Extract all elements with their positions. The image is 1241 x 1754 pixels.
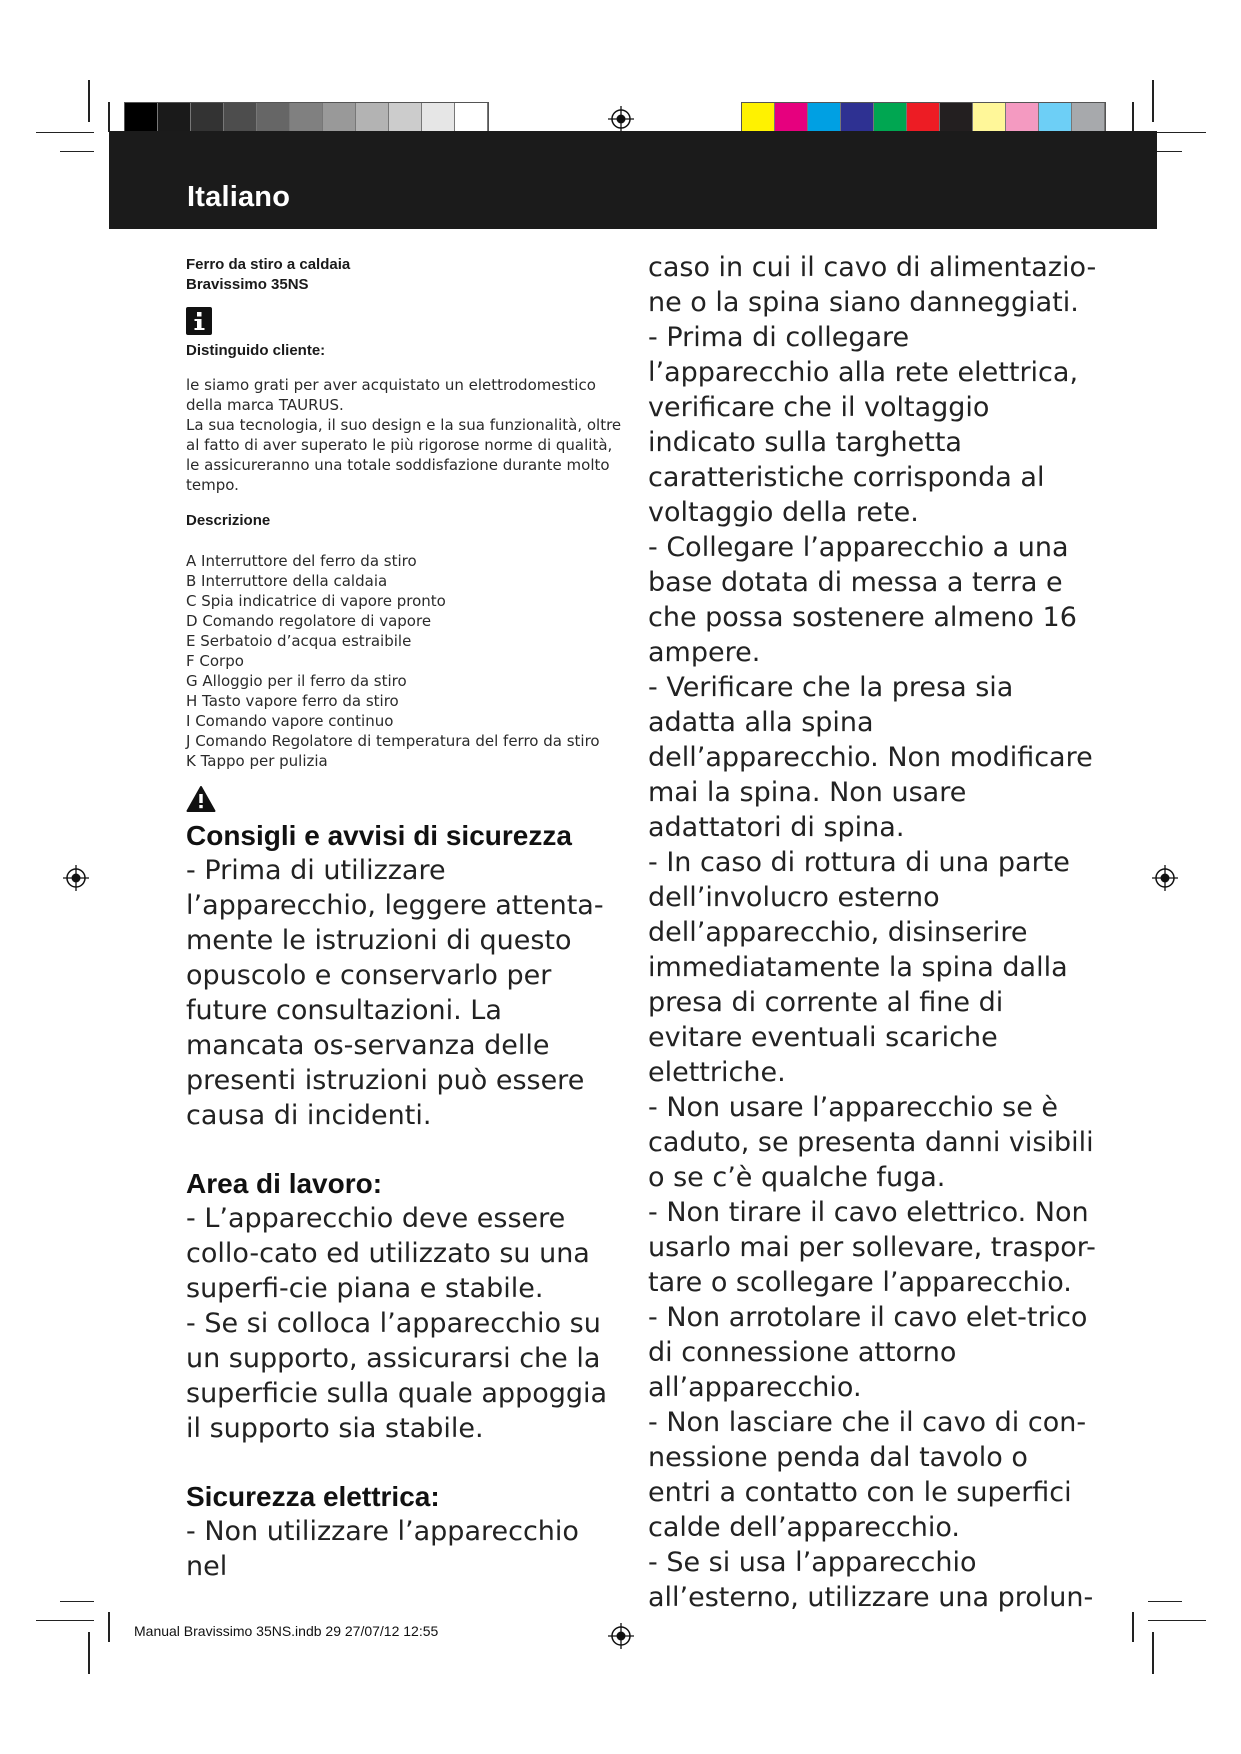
- crop-mark: [108, 1612, 110, 1642]
- crop-mark: [36, 132, 94, 133]
- work-area-item: - L’apparecchio deve essere collo-cato ed utilizzato su una superfi-cie piana e stabile.: [186, 1203, 590, 1304]
- list-item: K Tappo per pulizia: [186, 752, 328, 770]
- description-list: [186, 551, 626, 771]
- list-item: I Comando vapore continuo: [186, 712, 394, 730]
- safety-item: - Verificare che la presa sia adatta alla spina dell’apparecchio. Non modificare mai la spina. Non usare adattatori di spina.: [648, 672, 1093, 843]
- registration-mark-icon: [1152, 865, 1178, 891]
- language-title: Italiano: [187, 181, 291, 213]
- list-item: D Comando regolatore di vapore: [186, 612, 432, 630]
- left-column: [186, 255, 626, 1584]
- crop-mark: [88, 1632, 90, 1674]
- list-item: A Interruttore del ferro da stiro: [186, 552, 417, 570]
- right-column: [648, 250, 1098, 1615]
- electrical-item: - Non utilizzare l’apparecchio nel: [186, 1516, 579, 1582]
- crop-mark: [108, 102, 110, 132]
- crop-mark: [1148, 1620, 1206, 1621]
- list-item: G Alloggio per il ferro da stiro: [186, 672, 407, 690]
- work-area-title: Area di lavoro:: [186, 1168, 383, 1199]
- safety-item: - Non lasciare che il cavo di con-nessione penda dal tavolo o entri a contatto con le superfici calde dell’apparecchio.: [648, 1407, 1087, 1543]
- safety-title: Consigli e avvisi di sicurezza: [186, 820, 572, 851]
- list-item: B Interruttore della caldaia: [186, 572, 388, 590]
- safety-item: - Non usare l’apparecchio se è caduto, se presenta danni visibili o se c’è qualche fuga.: [648, 1092, 1094, 1193]
- registration-mark-icon: [608, 106, 634, 132]
- crop-mark: [1132, 102, 1134, 132]
- list-item: C Spia indicatrice di vapore pronto: [186, 592, 446, 610]
- crop-mark: [1148, 1601, 1182, 1602]
- crop-mark: [60, 1601, 94, 1602]
- safety-item: - In caso di rottura di una parte dell’involucro esterno dell’apparecchio, disinserire immediatamente la spina dalla presa di corrente al fine di evitare eventuali scariche elettriche.: [648, 847, 1070, 1088]
- crop-mark: [60, 151, 94, 152]
- greeting-paragraph: le siamo grati per aver acquistato un elettrodomestico della marca TAURUS.: [186, 376, 596, 414]
- crop-mark: [1152, 1632, 1154, 1674]
- crop-mark: [36, 1620, 94, 1621]
- safety-item: - Se si usa l’apparecchio all’esterno, utilizzare una prolun-: [648, 1547, 1094, 1613]
- safety-item: - Collegare l’apparecchio a una base dotata di messa a terra e che possa sostenere almeno 16 ampere.: [648, 532, 1077, 668]
- registration-mark-icon: [63, 865, 89, 891]
- safety-item: - Prima di collegare l’apparecchio alla rete elettrica, verificare che il voltaggio indicato sulla targhetta caratteristiche corrisponda al voltaggio della rete.: [648, 322, 1079, 528]
- safety-item: - Non tirare il cavo elettrico. Non usarlo mai per sollevare, traspor-tare o scollegare l’apparecchio.: [648, 1197, 1096, 1298]
- warning-icon: [186, 785, 216, 813]
- crop-mark: [1152, 80, 1154, 122]
- safety-item: caso in cui il cavo di alimentazio-ne o la spina siano danneggiati.: [648, 252, 1097, 318]
- list-item: F Corpo: [186, 652, 244, 670]
- electrical-title: Sicurezza elettrica:: [186, 1481, 440, 1512]
- safety-item: - Non arrotolare il cavo elet-trico di connessione attorno all’apparecchio.: [648, 1302, 1088, 1403]
- info-icon: [186, 307, 212, 335]
- description-title: Descrizione: [186, 512, 271, 529]
- work-area-item: - Se si colloca l’apparecchio su un supporto, assicurarsi che la superficie sulla quale appoggia il supporto sia stabile.: [186, 1308, 608, 1444]
- greeting-paragraph: La sua tecnologia, il suo design e la sua funzionalità, oltre al fatto di aver superato le più rigorose norme di qualità, le assicureranno una totale soddisfazione durante molto tempo.: [186, 416, 622, 494]
- list-item: E Serbatoio d’acqua estraibile: [186, 632, 412, 650]
- registration-mark-icon: [608, 1623, 634, 1649]
- list-item: H Tasto vapore ferro da stiro: [186, 692, 399, 710]
- crop-mark: [1132, 1612, 1134, 1642]
- crop-mark: [88, 80, 90, 122]
- footer-file-info: Manual Bravissimo 35NS.indb 29 27/07/12 12:55: [134, 1623, 439, 1639]
- list-item: J Comando Regolatore di temperatura del ferro da stiro: [186, 732, 600, 750]
- greeting-title: Distinguido cliente:: [186, 342, 326, 359]
- header-band: [109, 131, 1157, 229]
- safety-intro: - Prima di utilizzare l’apparecchio, leggere attenta-mente le istruzioni di questo opuscolo e conservarlo per future consultazioni. La mancata os-servanza delle presenti istruzioni può essere causa di incidenti.: [186, 855, 604, 1131]
- product-name-line2: Bravissimo 35NS: [186, 276, 309, 293]
- product-name-line1: Ferro da stiro a caldaia: [186, 256, 351, 273]
